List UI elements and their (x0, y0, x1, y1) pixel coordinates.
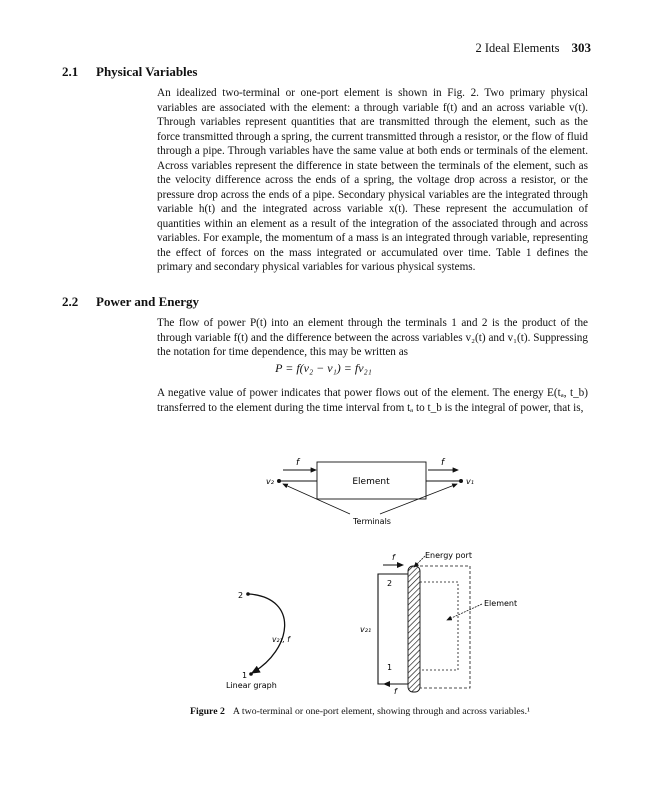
section-number: 2.1 (62, 64, 79, 79)
caption-label: Figure 2 (190, 706, 225, 717)
page-number: 303 (571, 40, 591, 55)
right-terminal-dot (459, 479, 463, 483)
graph-edge-label: v₂₁, f (272, 635, 290, 644)
header-title: 2 Ideal Elements (475, 41, 560, 55)
element-pointer (447, 604, 482, 620)
element-label: Element (352, 477, 390, 487)
section-title: Physical Variables (96, 64, 198, 79)
f-top-label: f (392, 553, 395, 562)
element-inner-box (420, 582, 458, 670)
power-equation: P = f(v₂ − v₁) = fv₂₁ (275, 361, 372, 375)
f-right-label: f (441, 458, 445, 468)
v21-label: v₂₁ (360, 625, 372, 634)
energy-port-label: Energy port (425, 551, 472, 560)
v2-label: v₂ (266, 477, 274, 486)
f-bottom-label: f (394, 687, 397, 696)
graph-node-2 (246, 592, 250, 596)
linear-graph-edge (249, 594, 285, 673)
node-2-label: 2 (387, 579, 393, 588)
section-paragraph: A negative value of power indicates that power flows out of the element. The energy E(tₐ, t_b) transferred to the element during the time interval from tₐ to t_b is the integral of power, that is, (157, 387, 588, 414)
node-1-label: 1 (387, 663, 393, 672)
section-paragraph: The flow of power P(t) into an element through the terminals 1 and 2 is the product of the through variable f(t) and the difference between the across variables v₂(t) and v₁(t). Suppressing the notation for time dependence, this may be written as (157, 317, 588, 358)
section-number: 2.2 (62, 294, 79, 309)
graph-node-1-label: 1 (242, 671, 248, 680)
section-title: Power and Energy (96, 294, 200, 309)
energy-port-pointer (414, 556, 425, 567)
figure-caption (190, 706, 530, 717)
terminals-label: Terminals (353, 517, 391, 526)
energy-port-plate (408, 566, 420, 692)
f-left-label: f (296, 458, 300, 468)
v1-label: v₁ (466, 477, 474, 486)
caption-text: A two-terminal or one-port element, showing through and across variables.¹ (232, 706, 530, 717)
graph-node-2-label: 2 (238, 591, 244, 600)
left-wire (378, 574, 408, 684)
section-paragraph: An idealized two-terminal or one-port element is shown in Fig. 2. Two primary physical variables are associated with the element: a through variable f(t) and an across variable v(t). Through variables represent quantities that are transmitted through the element, such as the force transmitted through a spring, the current transmitted through a resistor, or the flow of fluid through a pipe. Through variables have the same value at both ends or terminals of the element. Across variables represent the difference in state between the terminals of the element, such as the velocity difference across the ends of a spring, the voltage drop across a resistor, or the pressure drop across the ends of a pipe. Secondary physical variables are the integrated through variable h(t) and the integrated across variable x(t). These represent the accumulation of quantities within an element as a result of the integration of the associated through and across variables. For example, the momentum of a mass is an integrated through variable, representing the effect of forces on the mass integrated or accumulated over time. Table 1 defines the primary and secondary physical variables for various physical systems. (157, 87, 588, 273)
left-terminal-dot (277, 479, 281, 483)
linear-graph-label: Linear graph (226, 681, 277, 690)
element-label-2: Element (484, 599, 518, 608)
graph-node-1 (249, 672, 253, 676)
